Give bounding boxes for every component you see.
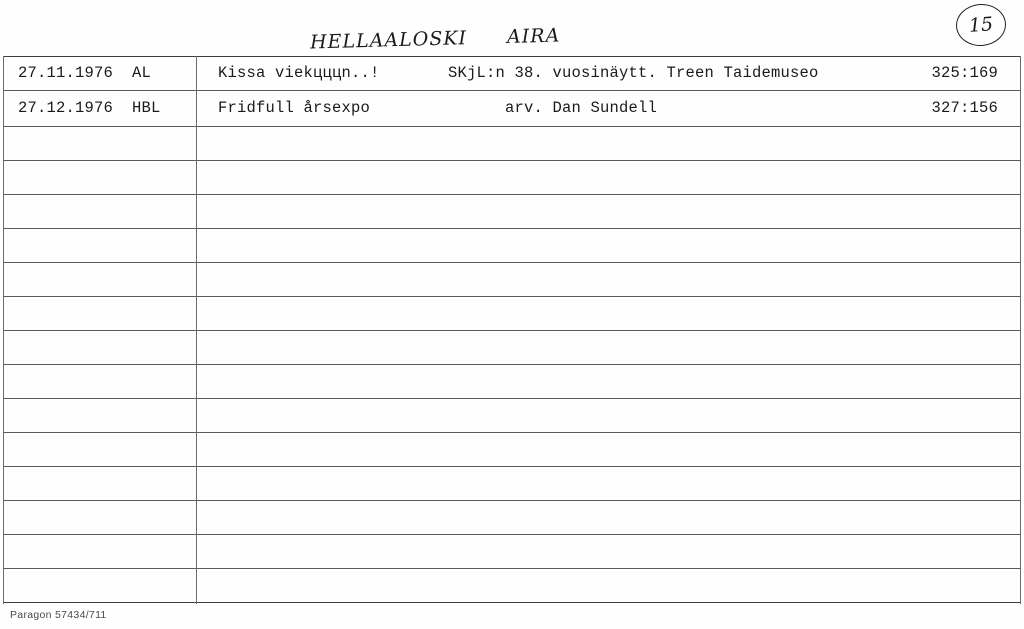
vertical-rule-left [3, 56, 4, 604]
entry-title: Fridfull årsexpo [218, 99, 371, 117]
corner-number-value: 15 [968, 13, 994, 37]
rule-line [3, 56, 1021, 57]
rule-line [3, 568, 1021, 569]
rule-line [3, 90, 1021, 91]
rule-line [3, 160, 1021, 161]
handwritten-surname: HELLAALOSKI [309, 27, 468, 54]
vertical-rule-column [196, 56, 197, 604]
rule-line [3, 228, 1021, 229]
entry-reference: 325:169 [931, 64, 998, 82]
table-row [0, 58, 1024, 88]
rule-line [3, 330, 1021, 331]
rule-line [3, 432, 1021, 433]
entry-note: SKjL:n 38. vuosinäytt. Treen Taidemuseo [448, 64, 819, 82]
entry-source: HBL [132, 99, 161, 117]
rule-line [3, 602, 1021, 603]
table-row [0, 93, 1024, 123]
vertical-rule-right [1020, 56, 1021, 604]
rule-line [3, 126, 1021, 127]
rule-line [3, 500, 1021, 501]
footer-imprint: Paragon 57434/711 [10, 609, 107, 621]
entry-date: 27.12.1976 [18, 99, 114, 117]
rule-line [3, 466, 1021, 467]
rule-line [3, 398, 1021, 399]
entry-source: AL [132, 64, 152, 82]
rule-line [3, 534, 1021, 535]
entry-title: Kissa viekцццn..! [218, 64, 380, 82]
rule-line [3, 364, 1021, 365]
entry-note: arv. Dan Sundell [505, 99, 658, 117]
handwritten-given-name: AIRA [506, 24, 561, 48]
entry-reference: 327:156 [931, 99, 998, 117]
rule-line [3, 296, 1021, 297]
rule-line [3, 194, 1021, 195]
entry-date: 27.11.1976 [18, 64, 114, 82]
rule-line [3, 262, 1021, 263]
